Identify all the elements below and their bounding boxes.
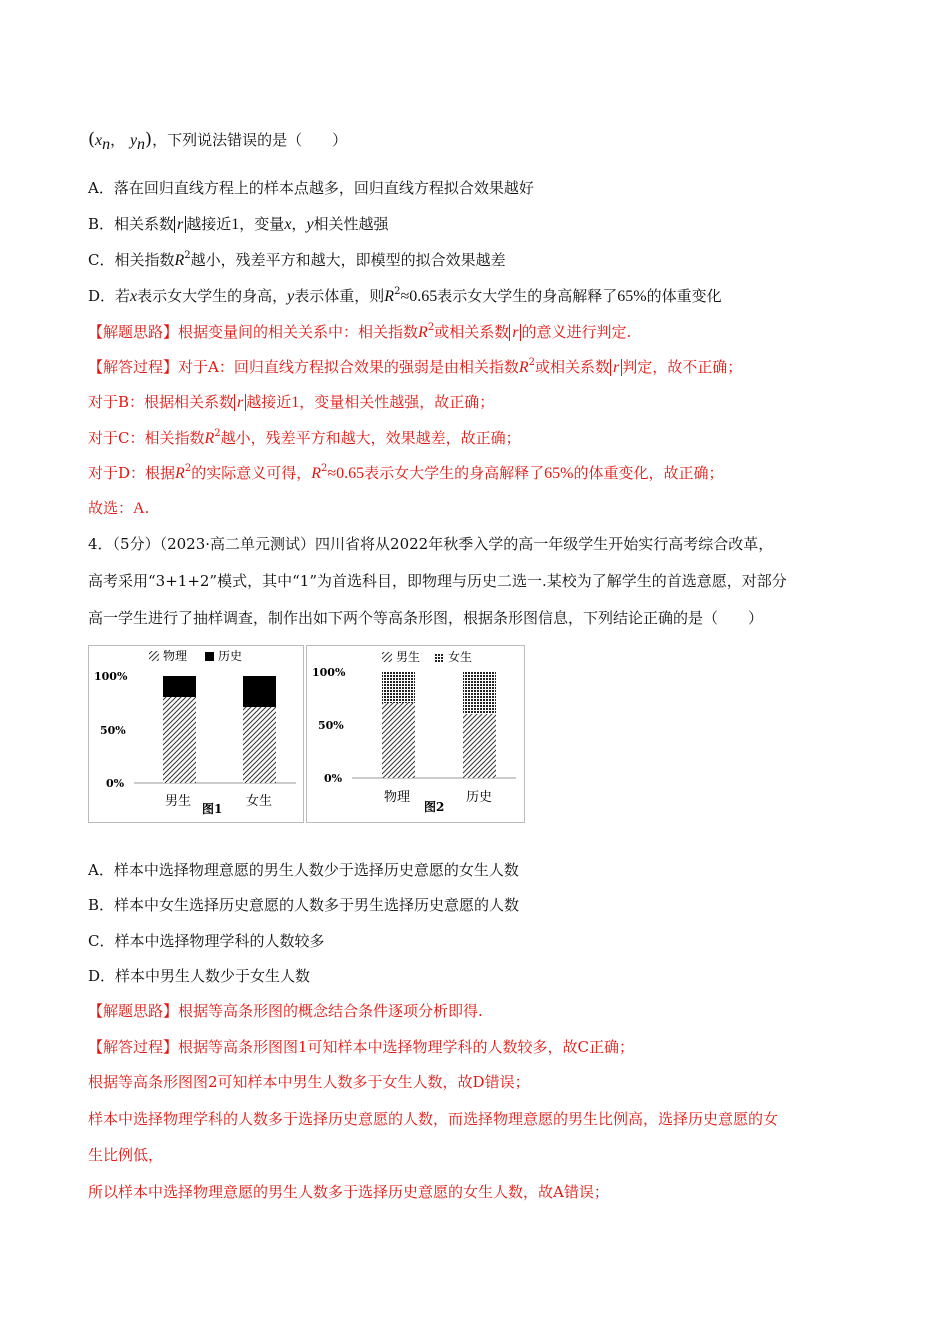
chart-2-title: 图2 [424,800,445,814]
q4-option-c: C．样本中选择物理学科的人数较多 [88,932,325,950]
bar-female-history [243,676,276,707]
q3-answer: 故选：A. [88,499,150,517]
q4-stem-line3: 高一学生进行了抽样调查，制作出如下两个等高条形图，根据条形图信息，下列结论正确的是（ ） [88,609,764,627]
bar-history-female [463,672,496,714]
q3-solution-process: 【解答过程】对于A：回归直线方程拟合效果的强弱是由相关指数$R^2$或相关系数 r 判定，故不正确； [88,357,743,376]
legend-swatch-male [382,652,392,662]
y-tick-100: 100% [94,670,128,683]
y-tick-0: 0% [324,772,343,785]
q4-stem-line2: 高考采用“3+1+2”模式，其中“1”为首选科目，即物理与历史二选一.某校为了解学生的首选意愿，对部分 [88,572,787,590]
y-tick-100: 100% [312,666,346,679]
bar-male-physics [163,697,196,783]
legend-label-male: 男生 [396,650,421,664]
q4-solution-line5: 所以样本中选择物理意愿的男生人数多于选择历史意愿的女生人数，故A错误； [88,1183,609,1201]
y-tick-0: 0% [106,777,125,790]
q3-option-c: C．相关指数$R^2$越小，残差平方和越大，即模型的拟合效果越差 [88,250,506,269]
y-tick-50: 50% [100,724,126,737]
q4-solution-line2: 根据等高条形图图2可知样本中男生人数多于女生人数，故D错误； [88,1073,530,1091]
bar-physics-female [382,672,415,703]
legend-label-female: 女生 [448,650,473,664]
q3-for-b: 对于B：根据相关系数 r 越接近1，变量相关性越强，故正确； [88,393,495,411]
q4-solution-process: 【解答过程】根据等高条形图图1可知样本中选择物理学科的人数较多，故C正确； [88,1038,635,1056]
q3-option-d: D．若x表示女大学生的身高，y表示体重，则$R^2\approx 0.65$表示女大学生的身高解释了65%的体重变化 [88,286,722,305]
x-label-history: 历史 [466,790,493,805]
y-tick-50: 50% [318,719,344,732]
q3-option-a: A．落在回归直线方程上的样本点越多，回归直线方程拟合效果越好 [88,179,534,197]
q4-solution-line3: 样本中选择物理学科的人数多于选择历史意愿的人数，而选择物理意愿的男生比例高，选择历史意愿的女 [88,1110,779,1128]
bar-history-male [463,714,496,778]
bar-physics-male [382,703,415,778]
legend-swatch-history [205,652,214,661]
q3-for-d: 对于D：根据$R^2$的实际意义可得，$R^2\approx 0.65$表示女大学生的身高解释了65%的体重变化，故正确； [88,463,724,482]
legend-swatch-physics [149,651,159,661]
bar-female-physics [243,707,276,783]
bar-male-history [163,676,196,697]
q4-stem-line1: 4．（5分）（2023·高二单元测试）四川省将从2022年秋季入学的高一年级学生开始实行高考综合改革， [88,535,774,553]
q4-option-b: B．样本中女生选择历史意愿的人数多于男生选择历史意愿的人数 [88,896,520,914]
q4-option-d: D．样本中男生人数少于女生人数 [88,967,311,985]
q4-solution-idea: 【解题思路】根据等高条形图的概念结合条件逐项分析即得. [88,1002,483,1020]
chart-1-title: 图1 [202,802,223,816]
q3-stem-tail: ($x_n$， $y_n$)，下列说法错误的是（ ） [88,129,348,153]
q4-solution-line4: 生比例低， [88,1146,164,1164]
x-label-male: 男生 [165,794,192,809]
q3-option-b: B．相关系数 r 越接近1，变量x，y相关性越强 [88,215,389,233]
legend-swatch-female [434,653,443,662]
q3-solution-idea: 【解题思路】根据变量间的相关关系中：相关指数$R^2$或相关系数 r 的意义进行判定. [88,322,632,341]
chart-1-svg [88,645,304,823]
x-label-female: 女生 [246,794,273,809]
chart-2-svg [306,645,525,823]
legend-label-physics: 物理 [163,649,188,663]
x-label-physics: 物理 [384,790,411,805]
chart-1 [88,645,304,827]
q4-option-a: A．样本中选择物理意愿的男生人数少于选择历史意愿的女生人数 [88,861,519,879]
chart-2 [306,645,525,827]
q3-for-c: 对于C：相关指数$R^2$越小，残差平方和越大，效果越差，故正确； [88,428,521,447]
legend-label-history: 历史 [218,649,243,663]
